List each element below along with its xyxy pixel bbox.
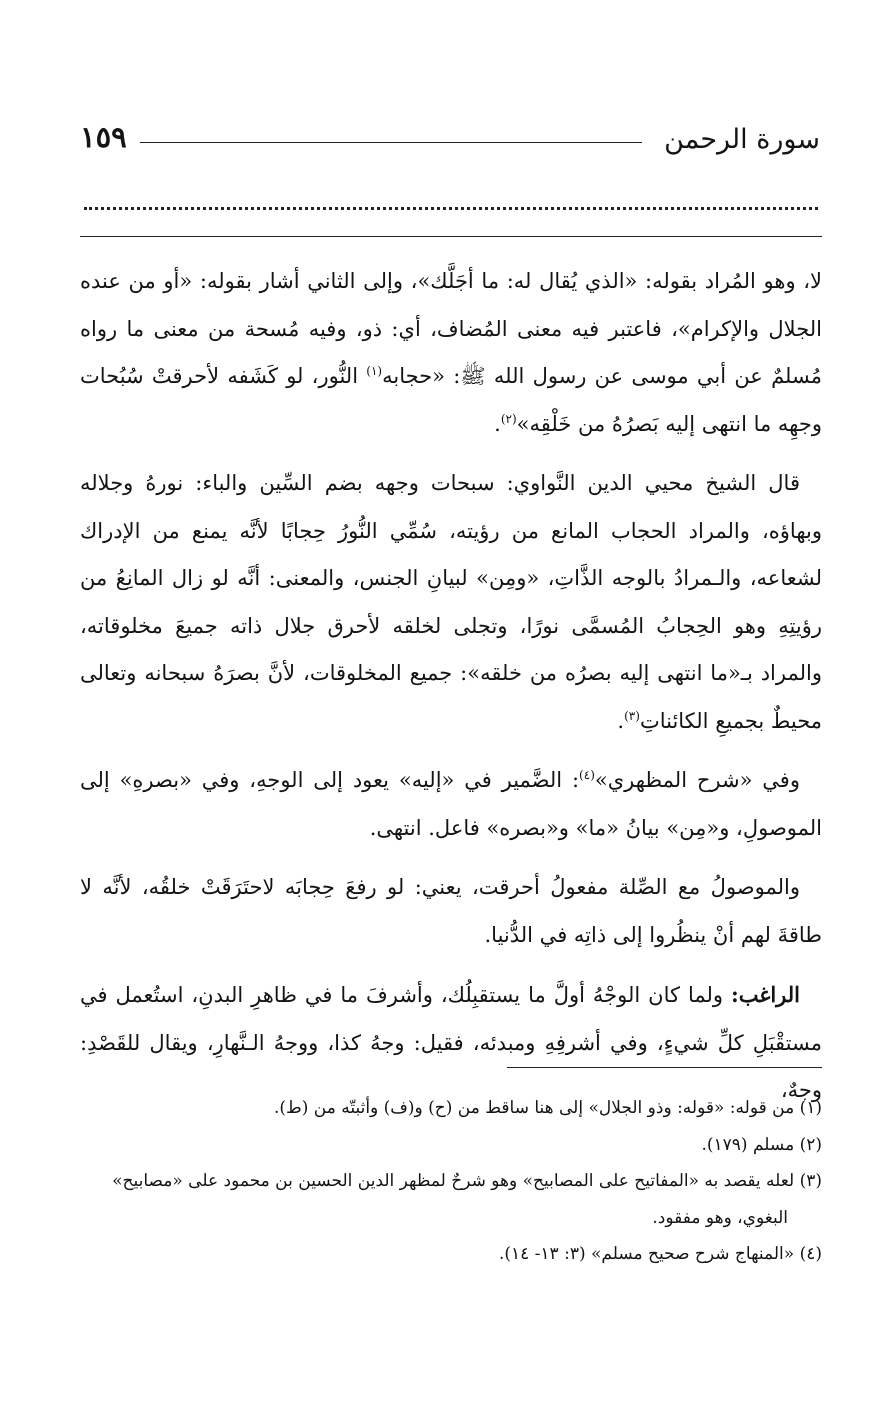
paragraph-3-text-end: : الضَّمير في «إليه» يعود إلى الوجهِ، وفي «بصرهِ» إلى الموصولِ، و«مِن» بيانُ «ما» و«بصره» فاعل. انتهى.	[80, 768, 822, 840]
solid-divider	[80, 236, 822, 237]
footnote-1: (١) من قوله: «قوله: وذو الجلال» إلى هنا ساقط من (ح) و(ف) وأثبتّه من (ط).	[273, 1098, 822, 1118]
paragraph-1	[80, 258, 822, 448]
body-text	[80, 258, 822, 1127]
paragraph-1-line-2: والإكرام»، فاعتبر فيه معنى المُضاف، أي: ذو، وفيه مُسحة من معنى ما رواه مُسلمٌ عن أبي	[80, 316, 822, 388]
paragraph-2	[80, 460, 822, 745]
footnotes	[80, 1090, 822, 1273]
running-header	[80, 118, 820, 168]
page-number: ١٥٩	[80, 120, 127, 154]
paragraph-3-text-start: وفي «شرح المظهري»	[594, 768, 800, 792]
paragraph-1-line-3: موسى عن رسول الله ﷺ: «حجابه	[382, 364, 689, 388]
surah-title: سورة الرحمن	[664, 124, 820, 155]
header-rule	[140, 142, 642, 143]
footnote-ref-2[interactable]: (٢)	[500, 411, 517, 426]
paragraph-1-line-1: لا، وهو المُراد بقوله: «الذي يُقال له: ما أجَلَّك»، وإلى الثاني أشار بقوله: «أو من عنده الجلال	[80, 269, 822, 341]
paragraph-2-text: قال الشيخ محيي الدين النَّواوي: سبحات وجهه بضم السِّين والباء: نورهُ وجلاله وبهاؤه، والمراد الحجاب المانع من رؤيته، سُمِّي النُّورُ حِجابًا لأنَّه يمنع من الإدراك لشعاعه، والـمرادُ بالوجه الذَّاتِ، «ومِن» لبيانِ الجنس، والمعنى: أنَّه لو زال المانِعُ من رؤيتِهِ وهو الحِجابُ المُسمَّى نورًا، وتجلى لخلقه لأحرق جلال ذاته جميعَ مخلوقاته، والمراد بـ«ما انتهى إليه بصرُه من خلقه»: جميع المخلوقات، لأنَّ بصرَهُ سبحانه وتعالى محيطٌ بجميعِ الكائناتِ	[80, 471, 822, 733]
footnote-3-continuation: البغوي، وهو مفقود.	[652, 1207, 788, 1228]
footnote-divider	[507, 1067, 822, 1068]
footnote-ref-3[interactable]: (٣)	[624, 708, 640, 723]
footnote-ref-1[interactable]: (١)	[366, 364, 383, 378]
paragraph-4	[80, 864, 822, 959]
paragraph-4-text: والموصولُ مع الصِّلة مفعولُ أحرقت، يعني: لو رفعَ حِجابَه لاحتَرَقَتْ خلقُه، لأنَّه لا طاقةَ لهم أنْ ينظُروا إلى ذاتِه في الدُّنيا.	[80, 875, 822, 947]
footnote-3: (٣) لعله يقصد به «المفاتيح على المصابيح» وهو شرحٌ لمظهر الدين الحسين بن محمود على «مصابيح»	[112, 1171, 822, 1191]
paragraph-1-end: .	[494, 411, 501, 436]
footnote-ref-4[interactable]: (٤)	[579, 768, 595, 782]
footnote-2: (٢) مسلم (١٧٩).	[701, 1134, 822, 1155]
paragraph-3	[80, 757, 822, 852]
paragraph-5-lead-word: الراغب:	[730, 982, 800, 1007]
dotted-divider	[84, 207, 818, 210]
paragraph-1-line-3-rest: النُّور، لو كَشَفه لأحرقتْ سُبُحات وجهِه ما انتهى إليه بَصرُهُ من خَلْقِه»	[80, 364, 822, 436]
paragraph-2-end: .	[617, 708, 625, 733]
paragraph-5-text: ولما كان الوجْهُ أولَّ ما يستقبِلُك، وأشرفَ ما في ظاهرِ البدنِ، استُعمل في مستقْبَلِ كلِّ شيءٍ، وفي أشرفِهِ ومبدئه، فقيل: وجهُ كذا، ووجهُ الـنَّهارِ، ويقال للقَصْدِ: وجهٌ،	[80, 983, 822, 1102]
footnote-4: (٤) «المنهاج شرح صحيح مسلم» (٣: ١٣- ١٤).	[498, 1244, 822, 1264]
